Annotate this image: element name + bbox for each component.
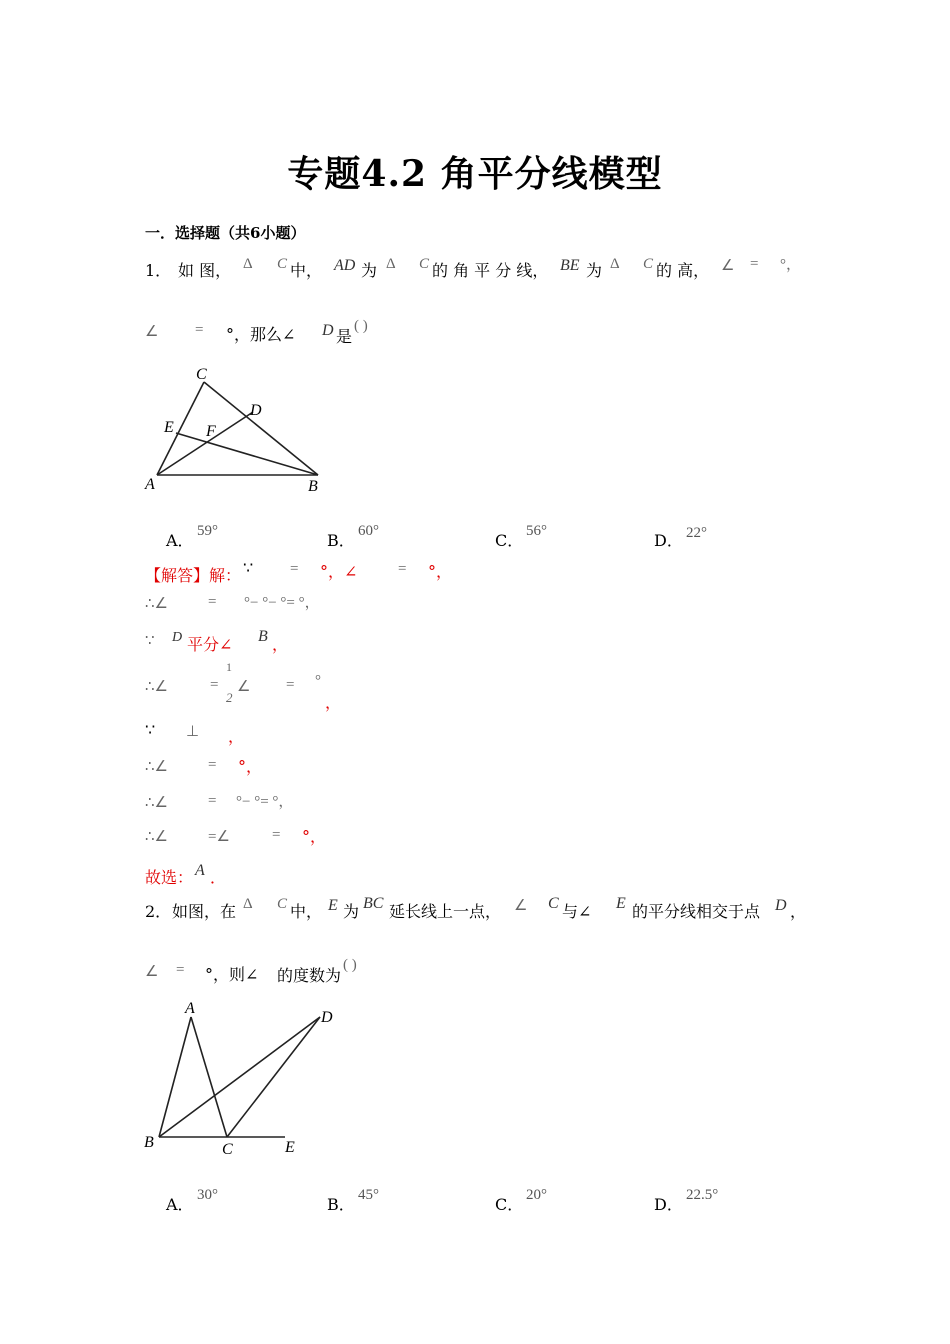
angle-symbol: ∠: [145, 324, 159, 340]
option-c-value[interactable]: 20°: [526, 1187, 547, 1203]
option-a-value[interactable]: 59°: [197, 523, 218, 539]
label-e: E: [285, 1139, 295, 1156]
equals-sign: =: [210, 677, 219, 693]
q2-text: 的度数为: [277, 966, 342, 985]
q1-text: °，那么∠: [226, 325, 296, 344]
label-d: D: [321, 1009, 333, 1026]
fraction-denominator: 2: [226, 690, 233, 705]
angle-symbol: ∠: [237, 679, 251, 695]
q1-text: 的 角 平 分 线，: [432, 261, 549, 280]
option-d-value[interactable]: 22°: [686, 525, 707, 541]
equals-sign: =: [195, 322, 204, 338]
because-symbol: ∵: [145, 720, 156, 739]
q2-text: 为: [343, 902, 360, 921]
equals-sign: =: [272, 827, 281, 843]
answer-choice-value: A: [195, 862, 205, 879]
triangle-symbol: Δ: [243, 256, 253, 272]
math-ad: AD: [334, 257, 356, 274]
solution-expr: °− °− °= °，: [244, 595, 320, 611]
angle-symbol: ∠: [145, 964, 159, 980]
solution-text: °，: [302, 827, 327, 846]
q1-text: 如 图，: [178, 261, 232, 280]
segment-cb: [204, 382, 318, 475]
q2-text: °，则∠: [205, 965, 259, 984]
q1-figure: [140, 360, 340, 500]
q2-figure: [140, 995, 350, 1165]
option-b-label[interactable]: B．: [327, 1195, 355, 1214]
option-c-label[interactable]: C．: [495, 531, 524, 550]
label-f: F: [206, 423, 216, 440]
therefore-angle: ∴∠: [145, 795, 168, 811]
solution-heading: 【解答】解：: [145, 566, 242, 585]
equals-sign: =: [176, 962, 185, 978]
option-d-value[interactable]: 22.5°: [686, 1187, 719, 1203]
q1-text: 是: [336, 327, 353, 346]
angle-symbol: ∠: [514, 898, 528, 914]
segment-ac: [191, 1017, 227, 1137]
equals-sign: =: [208, 757, 217, 773]
q1-text: 的 高，: [656, 261, 710, 280]
math-e: E: [616, 895, 626, 912]
q2-text: ，: [790, 902, 807, 921]
option-b-value[interactable]: 60°: [358, 523, 379, 539]
fraction-numerator: 1: [226, 660, 232, 674]
label-a: A: [145, 476, 155, 493]
solution-text: 平分∠: [187, 635, 233, 654]
label-c: C: [222, 1141, 233, 1158]
solution-text: °，∠: [320, 562, 358, 581]
math-d: D: [172, 630, 183, 645]
segment-cd: [227, 1017, 320, 1137]
label-e: E: [164, 419, 174, 436]
angle-equals: =∠: [208, 829, 230, 845]
math-e: E: [328, 897, 338, 914]
therefore-angle: ∴∠: [145, 829, 168, 845]
equals-sign: =: [208, 793, 217, 809]
label-b: B: [144, 1134, 154, 1151]
option-a-label[interactable]: A．: [166, 531, 194, 550]
q1-text: 为: [361, 261, 378, 280]
label-c: C: [196, 366, 207, 383]
option-a-value[interactable]: 30°: [197, 1187, 218, 1203]
option-a-label[interactable]: A．: [166, 1195, 194, 1214]
q1-text: 中，: [290, 261, 323, 280]
because-symbol: ∵: [243, 558, 254, 577]
q2-text: 中，: [290, 902, 323, 921]
because-symbol: ∵: [145, 633, 155, 649]
math-b: B: [258, 628, 268, 645]
label-b: B: [308, 478, 318, 495]
triangle-symbol: Δ: [386, 256, 396, 272]
q1-text: 为: [586, 261, 603, 280]
equals-sign: =: [750, 256, 759, 272]
math-c: C: [419, 256, 430, 272]
perpendicular-symbol: ⊥: [186, 724, 200, 740]
option-d-label[interactable]: D．: [654, 531, 683, 550]
q2-text: 如图，在: [172, 902, 237, 921]
triangle-symbol: Δ: [243, 896, 253, 912]
therefore-angle: ∴∠: [145, 679, 168, 695]
q2-number: 2．: [145, 902, 172, 921]
therefore-angle: ∴∠: [145, 596, 168, 612]
equals-sign: =: [398, 561, 407, 577]
answer-paren: ( ): [354, 318, 368, 334]
segment-ab: [159, 1017, 191, 1137]
degree-sign: °，: [780, 257, 801, 273]
page-title: 专题4.2 角平分线模型: [287, 153, 663, 195]
label-d: D: [250, 402, 262, 419]
section-heading: 一．选择题（共6小题）: [145, 224, 306, 242]
math-bc: BC: [363, 895, 384, 912]
option-b-value[interactable]: 45°: [358, 1187, 379, 1203]
triangle-symbol: Δ: [610, 256, 620, 272]
option-b-label[interactable]: B．: [327, 531, 355, 550]
solution-text: °，: [238, 757, 263, 776]
segment-bd: [159, 1017, 320, 1137]
math-be: BE: [560, 257, 580, 274]
solution-text: °，: [428, 562, 453, 581]
q2-text: 的平分线相交于点: [632, 902, 761, 921]
option-c-label[interactable]: C．: [495, 1195, 524, 1214]
math-d: D: [322, 322, 334, 339]
option-c-value[interactable]: 56°: [526, 523, 547, 539]
math-c: C: [643, 256, 654, 272]
math-c: C: [277, 256, 288, 272]
math-c: C: [548, 895, 559, 912]
q1-number: 1．: [145, 261, 172, 280]
equals-sign: =: [286, 677, 295, 693]
therefore-angle: ∴∠: [145, 759, 168, 775]
solution-text: ．: [210, 868, 227, 887]
solution-expr: °− °= °，: [236, 794, 294, 810]
option-d-label[interactable]: D．: [654, 1195, 683, 1214]
answer-choice-label: 故选：: [145, 868, 194, 887]
q2-text: 与∠: [562, 902, 592, 921]
solution-text: ，: [228, 727, 245, 746]
q2-text: 延长线上一点，: [389, 902, 502, 921]
segment-be: [176, 433, 318, 475]
solution-text: ，: [325, 693, 342, 712]
math-c: C: [277, 896, 288, 912]
angle-symbol: ∠: [721, 258, 735, 274]
degree-sign: °: [315, 673, 321, 689]
answer-paren: ( ): [343, 957, 357, 973]
math-d: D: [775, 897, 787, 914]
solution-text: ，: [272, 635, 289, 654]
equals-sign: =: [208, 594, 217, 610]
equals-sign: =: [290, 561, 299, 577]
label-a: A: [185, 1000, 195, 1017]
